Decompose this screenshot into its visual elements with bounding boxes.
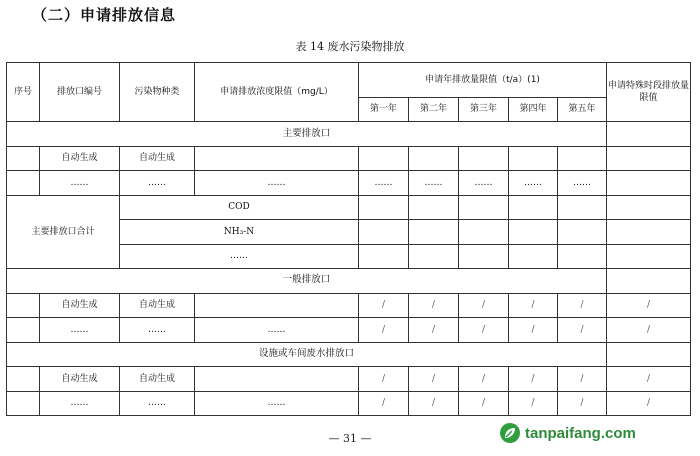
empty-cell (607, 342, 691, 366)
empty-cell (509, 220, 558, 244)
empty-cell (7, 367, 40, 391)
ellipsis-cell: …… (359, 171, 409, 195)
header-year-4: 第四年 (509, 97, 558, 121)
header-year-2: 第二年 (409, 97, 459, 121)
slash-cell: / (459, 391, 509, 416)
table-row (7, 318, 691, 342)
empty-cell (459, 244, 509, 268)
header-year-5: 第五年 (558, 97, 607, 121)
empty-cell (7, 318, 40, 342)
empty-cell (409, 146, 459, 170)
empty-cell (558, 244, 607, 268)
empty-cell (459, 220, 509, 244)
slash-cell: / (509, 293, 558, 317)
empty-cell (195, 146, 359, 170)
slash-cell: / (409, 318, 459, 342)
slash-cell: / (359, 293, 409, 317)
header-pollutant: 污染物种类 (120, 63, 195, 122)
empty-cell (509, 244, 558, 268)
ellipsis-cell: …… (195, 318, 359, 342)
pollutant-cell: 自动生成 (120, 146, 195, 170)
watermark[interactable] (500, 423, 636, 443)
slash-cell: / (359, 391, 409, 416)
empty-cell (607, 244, 691, 268)
empty-cell (459, 146, 509, 170)
ellipsis-cell: …… (120, 318, 195, 342)
header-conc-limit: 申请排放浓度限值（mg/L） (195, 63, 359, 122)
empty-cell (409, 220, 459, 244)
slash-cell: / (558, 293, 607, 317)
empty-cell (359, 195, 409, 219)
table-row (7, 391, 691, 416)
header-year-3: 第三年 (459, 97, 509, 121)
slash-cell: / (409, 293, 459, 317)
wastewater-emission-table (6, 62, 691, 416)
empty-cell (195, 293, 359, 317)
ellipsis-cell: …… (459, 171, 509, 195)
pollutant-cell: 自动生成 (120, 293, 195, 317)
pollutant-cell: 自动生成 (120, 367, 195, 391)
empty-cell (359, 146, 409, 170)
empty-cell (607, 171, 691, 195)
slash-cell: / (459, 318, 509, 342)
table-row (7, 367, 691, 391)
total-pollutant-nh3n: NH₃-N (120, 220, 359, 244)
header-outlet-no: 排放口编号 (40, 63, 120, 122)
empty-cell (607, 146, 691, 170)
table-row (7, 146, 691, 170)
leaf-logo-icon (500, 423, 520, 443)
ellipsis-cell: …… (120, 171, 195, 195)
page-number: — 31 — (328, 432, 372, 445)
slash-cell: / (607, 367, 691, 391)
empty-cell (558, 195, 607, 219)
table-caption: 表 14 废水污染物排放 (295, 40, 405, 53)
slash-cell: / (359, 367, 409, 391)
empty-cell (607, 122, 691, 146)
ellipsis-cell: …… (409, 171, 459, 195)
empty-cell (195, 367, 359, 391)
empty-cell (509, 195, 558, 219)
slash-cell: / (409, 367, 459, 391)
slash-cell: / (558, 318, 607, 342)
slash-cell: / (607, 391, 691, 416)
table-row (7, 293, 691, 317)
outlet-no-cell: 自动生成 (40, 293, 120, 317)
empty-cell (359, 244, 409, 268)
ellipsis-cell: …… (195, 391, 359, 416)
ellipsis-cell: …… (509, 171, 558, 195)
total-pollutant-ellipsis: …… (120, 244, 359, 268)
empty-cell (7, 391, 40, 416)
header-seq: 序号 (7, 63, 40, 122)
empty-cell (7, 146, 40, 170)
ellipsis-cell: …… (40, 391, 120, 416)
empty-cell (509, 146, 558, 170)
outlet-no-cell: 自动生成 (40, 146, 120, 170)
section-heading: （二）申请排放信息 (32, 6, 177, 24)
slash-cell: / (459, 367, 509, 391)
slash-cell: / (459, 293, 509, 317)
empty-cell (607, 220, 691, 244)
slash-cell: / (509, 391, 558, 416)
section-general-outlet: 一般排放口 (7, 269, 607, 293)
empty-cell (459, 195, 509, 219)
slash-cell: / (607, 293, 691, 317)
watermark-text[interactable]: tanpaifang.com (525, 424, 636, 442)
slash-cell: / (509, 318, 558, 342)
empty-cell (607, 195, 691, 219)
empty-cell (359, 220, 409, 244)
slash-cell: / (558, 367, 607, 391)
empty-cell (7, 171, 40, 195)
empty-cell (558, 146, 607, 170)
ellipsis-cell: …… (120, 391, 195, 416)
slash-cell: / (607, 318, 691, 342)
header-special-period: 申请特殊时段排放量限值 (607, 63, 691, 122)
ellipsis-cell: …… (195, 171, 359, 195)
total-pollutant-cod: COD (120, 195, 359, 219)
table-row (7, 195, 691, 219)
empty-cell (409, 244, 459, 268)
section-facility-outlet: 设施或车间废水排放口 (7, 342, 607, 366)
ellipsis-cell: …… (40, 171, 120, 195)
header-year-1: 第一年 (359, 97, 409, 121)
empty-cell (607, 269, 691, 293)
slash-cell: / (558, 391, 607, 416)
empty-cell (558, 220, 607, 244)
empty-cell (409, 195, 459, 219)
empty-cell (7, 293, 40, 317)
ellipsis-cell: …… (40, 318, 120, 342)
main-total-label: 主要排放口合计 (7, 195, 120, 268)
table-row (7, 171, 691, 195)
slash-cell: / (509, 367, 558, 391)
header-annual-limit: 申请年排放量限值（t/a）(1) (359, 63, 607, 98)
section-main-outlet: 主要排放口 (7, 122, 607, 146)
slash-cell: / (359, 318, 409, 342)
outlet-no-cell: 自动生成 (40, 367, 120, 391)
slash-cell: / (409, 391, 459, 416)
ellipsis-cell: …… (558, 171, 607, 195)
